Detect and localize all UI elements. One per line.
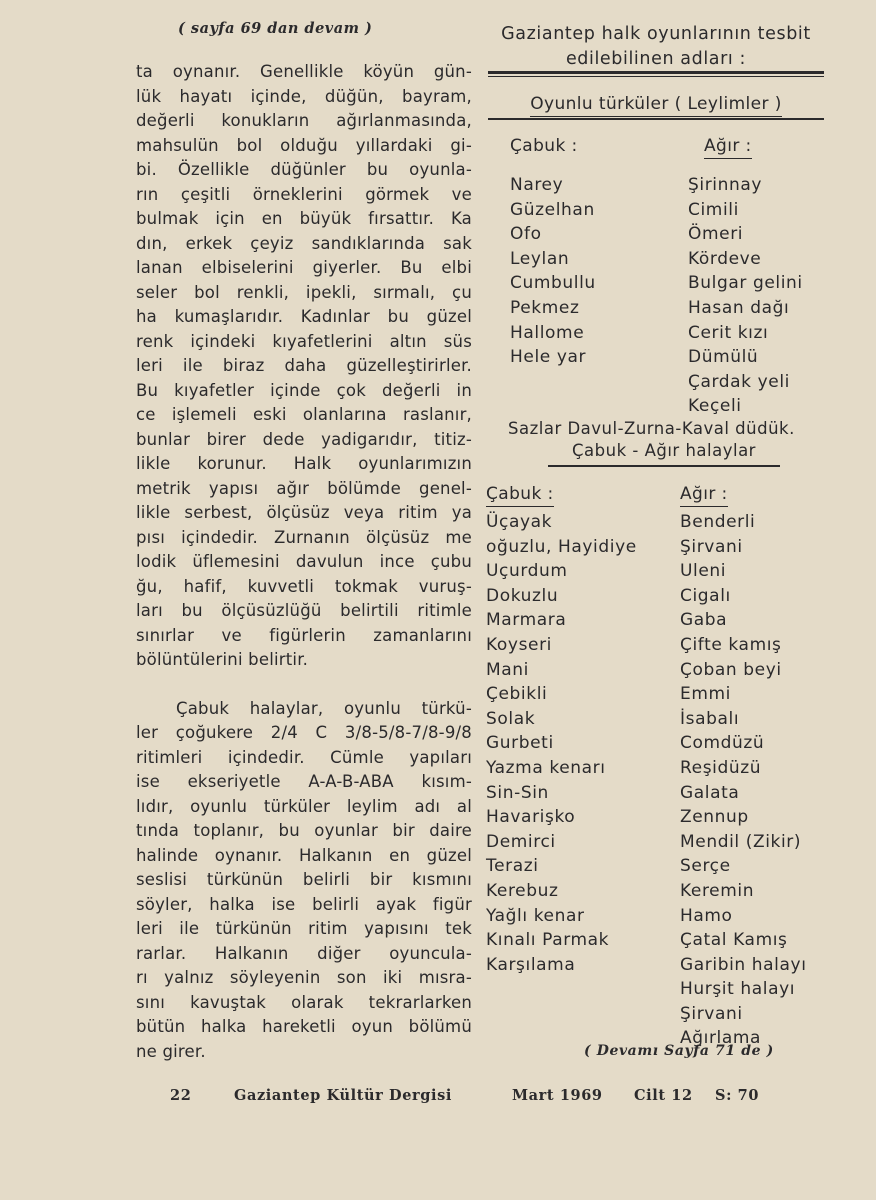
article-line: ritimleri içindedir. Cümle yapıları: [136, 747, 472, 767]
article-line: seler bol renkli, ipekli, sırmalı, çu: [136, 282, 472, 302]
dance-name-item: Hallome: [510, 322, 585, 343]
section-2-title-text: Çabuk - Ağır halaylar: [572, 441, 756, 460]
dance-name-item: Gurbeti: [486, 733, 554, 754]
article-line: söyler, halka ise belirli ayak figür: [136, 894, 472, 914]
article-line: rı yalnız söyleyenin son iki mısra-: [136, 968, 472, 987]
article-line: rın çeşitli örneklerini görmek ve: [136, 184, 472, 204]
dance-name-item: Garibin halayı: [680, 954, 807, 975]
title-rule-thin: [488, 76, 824, 77]
title-rule: [488, 71, 824, 74]
dance-name-item: Demirci: [486, 831, 556, 852]
article-line: halinde oynanır. Halkanın en güzel: [136, 845, 472, 865]
dance-name-item: İsabalı: [680, 708, 740, 729]
article-line: ce işlemeli eski olanlarına raslanır,: [136, 405, 472, 424]
dance-name-item: Havarişko: [486, 807, 576, 828]
dance-name-item: Çifte kamış: [680, 634, 782, 655]
article-line: sını kavuştak olarak tekrarlarken: [136, 992, 472, 1012]
dance-name-item: Kerebuz: [486, 880, 559, 901]
dance-name-item: Çardak yeli: [688, 371, 791, 392]
article-line: likle korunur. Halk oyunlarımızın: [136, 454, 472, 473]
dance-name-item: Cumbullu: [510, 273, 596, 294]
dance-name-item: Çoban beyi: [680, 659, 782, 680]
section-2-fast-list: [486, 510, 637, 977]
dance-name-item: Bulgar gelini: [688, 273, 803, 294]
footer-page-number: 22: [170, 1087, 192, 1104]
article-line: değerli konukların ağırlanmasında,: [136, 111, 472, 130]
section-2-slow-heading-text: Ağır :: [680, 484, 728, 507]
dance-name-item: Emmi: [680, 684, 731, 705]
dance-name-item: Güzelhan: [510, 199, 595, 220]
left-article-column: [136, 60, 472, 1064]
dance-name-item: Çebikli: [486, 684, 548, 705]
section-1-title: [488, 94, 824, 114]
dance-name-item: Şirinnay: [688, 175, 763, 195]
paragraph-gap: [136, 673, 472, 697]
dance-name-item: Cimili: [688, 199, 739, 220]
article-line: tında toplanır, bu oyunlar bir daire: [136, 821, 472, 840]
section-1-fast-list: [510, 173, 596, 370]
dance-name-item: Hasan dağı: [688, 297, 790, 318]
dance-name-item: Hele yar: [510, 347, 587, 368]
dance-name-item: Karşılama: [486, 954, 576, 975]
section-1-rule: [488, 118, 824, 120]
article-line: renk içindeki kıyafetlerini altın süs: [136, 331, 472, 351]
continued-from-note: ( sayfa 69 dan devam ): [178, 20, 373, 37]
article-line: sınırlar ve figürlerin zamanlarını: [136, 625, 472, 645]
section-2-rule: [548, 465, 780, 467]
footer-journal-name: Gaziantep Kültür Dergisi: [234, 1087, 452, 1104]
dance-name-item: Yağlı kenar: [486, 905, 585, 926]
dance-name-item: Pekmez: [510, 297, 580, 318]
article-line: lük hayatı içinde, düğün, bayram,: [136, 86, 472, 106]
dance-name-item: Hamo: [680, 905, 733, 926]
article-paragraph-1: [136, 60, 472, 673]
dance-name-item: Mani: [486, 659, 529, 680]
article-line: leri ile türkünün ritim yapısını tek: [136, 919, 472, 938]
dance-name-item: Ömeri: [688, 224, 744, 245]
dance-name-item: Koyseri: [486, 634, 552, 655]
title-line-1: Gaziantep halk oyunlarının tesbit: [501, 24, 811, 44]
dance-name-item: Serçe: [680, 856, 731, 877]
dance-name-item: Dümülü: [688, 347, 759, 368]
dance-name-item: Uleni: [680, 561, 727, 582]
dance-name-item: Zennup: [680, 807, 749, 828]
article-line: bi. Özellikle düğünler bu oyunla-: [136, 160, 472, 179]
article-line: ise ekseriyetle A-A-B-ABA kısım-: [136, 772, 472, 791]
article-line: lıdır, oyunlu türküler leylim adı al: [136, 796, 472, 816]
dance-name-item: Üçayak: [486, 512, 553, 532]
article-line: ler çoğukere 2/4 C 3/8-5/8-7/8-9/8: [136, 723, 472, 742]
article-line: ları bu ölçüsüzlüğü belirtili ritimle: [136, 601, 472, 620]
article-line: metrik yapısı ağır bölümde genel-: [136, 478, 472, 498]
dance-name-item: Sin-Sin: [486, 782, 549, 803]
article-line: mahsulün bol olduğu yıllardaki gi-: [136, 135, 472, 155]
dance-name-item: Leylan: [510, 248, 570, 269]
dance-name-item: Şirvani: [680, 536, 743, 557]
article-line: bunlar birer dede yadigarıdır, titiz-: [136, 429, 472, 449]
article-line: seslisi türkünün belirli bir kısmını: [136, 870, 472, 889]
article-line: pısı içindedir. Zurnanın ölçüsüz me: [136, 527, 472, 547]
section-1-slow-list: [688, 173, 803, 419]
dance-name-item: Solak: [486, 708, 536, 729]
section-1-fast-heading: Çabuk :: [510, 136, 578, 156]
dance-name-item: oğuzlu, Hayidiye: [486, 536, 637, 557]
article-line: Bu kıyafetler içinde çok değerli in: [136, 380, 472, 400]
dance-name-item: Ağırlama: [680, 1028, 762, 1049]
footer-date: Mart 1969: [512, 1087, 603, 1104]
article-line: lodik üflemesini davulun ince çubu: [136, 552, 472, 571]
dance-name-item: Galata: [680, 782, 740, 803]
dance-name-item: Cigalı: [680, 585, 731, 606]
dance-name-item: Ofo: [510, 224, 542, 245]
footer-volume: Cilt 12: [634, 1087, 693, 1104]
dance-name-item: Marmara: [486, 610, 567, 631]
footer-issue: S: 70: [715, 1087, 760, 1104]
dance-name-item: Gaba: [680, 610, 728, 631]
dance-name-item: Dokuzlu: [486, 585, 559, 606]
dance-name-item: Yazma kenarı: [486, 757, 606, 778]
section-2-slow-heading: [680, 484, 728, 504]
article-paragraph-2: [136, 697, 472, 1065]
article-line: dın, erkek çeyiz sandıklarında sak: [136, 233, 472, 253]
instruments-line: Sazlar Davul-Zurna-Kaval düdük.: [508, 419, 795, 438]
article-line: ta oynanır. Genellikle köyün gün-: [136, 62, 472, 81]
section-1-slow-heading: [704, 136, 752, 156]
dance-name-item: Kördeve: [688, 248, 762, 269]
dance-name-item: Narey: [510, 175, 564, 195]
article-line: likle serbest, ölçüsüz veya ritim ya: [136, 503, 472, 522]
section-1-slow-heading-text: Ağır :: [704, 136, 752, 159]
dance-name-item: Çatal Kamış: [680, 930, 788, 951]
continued-on-note: ( Devamı Sayfa 71 de ): [584, 1043, 774, 1059]
dance-name-item: Mendil (Zikir): [680, 831, 802, 852]
article-line: ha kumaşlarıdır. Kadınlar bu güzel: [136, 307, 472, 326]
section-2-slow-list: [680, 510, 807, 1051]
dance-name-item: Uçurdum: [486, 561, 568, 582]
article-line: ğu, hafif, kuvvetli tokmak vuruş-: [136, 576, 472, 596]
section-1-title-text: Oyunlu türküler ( Leylimler ): [530, 94, 782, 117]
section-2-fast-heading: [486, 484, 554, 504]
article-line: bulmak için en büyük fırsattır. Ka: [136, 209, 472, 228]
article-line: rarlar. Halkanın diğer oyuncula-: [136, 943, 472, 963]
section-2-fast-heading-text: Çabuk :: [486, 484, 554, 507]
article-line: lanan elbiselerini giyerler. Bu elbi: [136, 258, 472, 277]
title-line-2: edilebilinen adları :: [565, 49, 747, 69]
dance-name-item: Cerit kızı: [688, 322, 769, 343]
dance-name-item: Reşidüzü: [680, 757, 762, 778]
dance-name-item: Hurşit halayı: [680, 979, 796, 1000]
article-line: Çabuk halaylar, oyunlu türkü-: [176, 698, 472, 718]
article-line: leri ile biraz daha güzelleştirirler.: [136, 356, 472, 375]
article-line: bölüntülerini belirtir.: [136, 650, 309, 669]
dance-names-title: [488, 22, 824, 72]
dance-name-item: Comdüzü: [680, 733, 765, 754]
article-line: ne girer.: [136, 1041, 206, 1061]
article-line: bütün halka hareketli oyun bölümü: [136, 1017, 472, 1036]
dance-name-item: Keçeli: [688, 396, 742, 417]
dance-name-item: Keremin: [680, 880, 755, 901]
dance-name-item: Şirvani: [680, 1003, 743, 1024]
section-2-title: [548, 441, 780, 460]
dance-name-item: Kınalı Parmak: [486, 930, 610, 951]
dance-name-item: Benderli: [680, 512, 756, 532]
dance-name-item: Terazi: [486, 856, 539, 877]
